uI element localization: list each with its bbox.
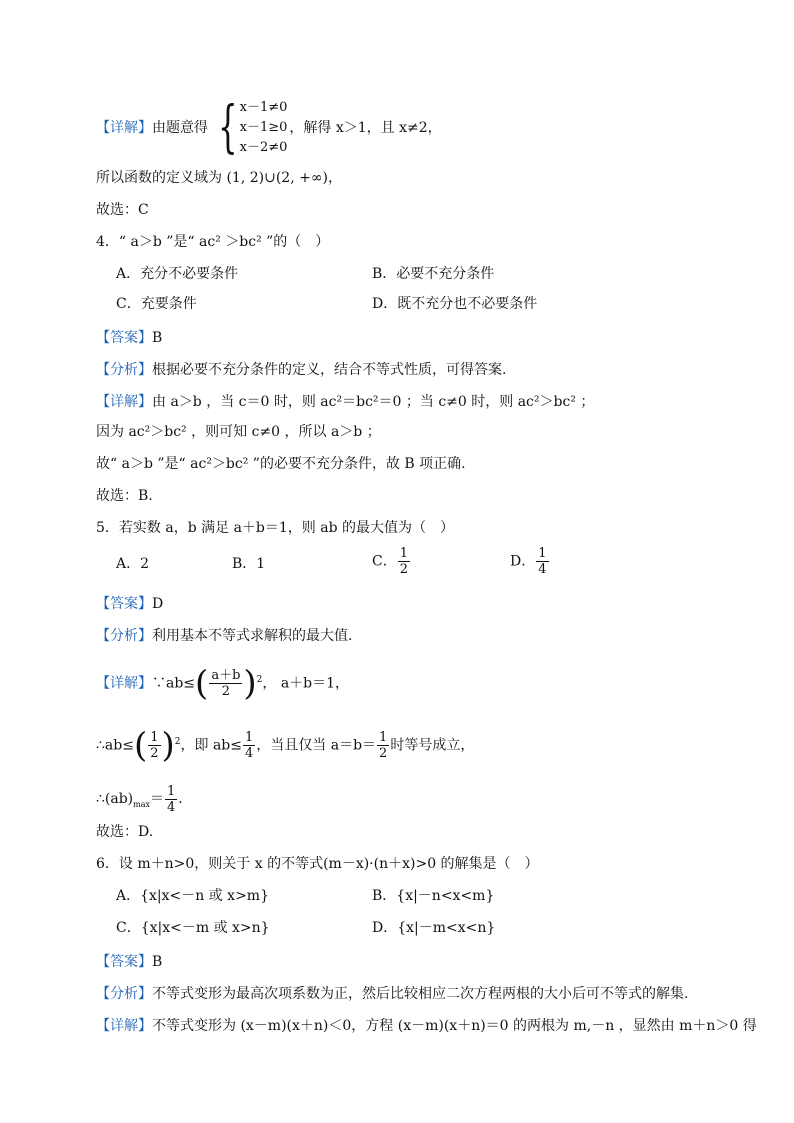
q5-detail-2-mid2: ，当且仅当 a＝b＝ xyxy=(256,737,377,754)
fraction-denominator: 2 xyxy=(379,746,388,762)
q5-option-c-fraction xyxy=(398,546,410,577)
q5-option-b: B．1 xyxy=(232,556,266,572)
q5-option-d-label: D． xyxy=(510,553,536,570)
q5-option-d-fraction xyxy=(536,546,548,577)
q6-option-c: C．{x|x<－m 或 x>n} xyxy=(116,920,270,936)
q5-detail-2 xyxy=(96,722,474,766)
fraction-numerator: 1 xyxy=(167,783,176,799)
q4-detail-2: 因为 ac²＞bc² ，则可知 c≠0 ，所以 a＞b ； xyxy=(96,424,381,440)
detail-tag: 【详解】 xyxy=(96,394,152,410)
q4-option-c: C．充要条件 xyxy=(116,296,197,312)
system-row-3: x－2≠0 xyxy=(239,140,288,155)
fraction-numerator: 1 xyxy=(379,730,388,746)
left-paren-icon: ( xyxy=(195,663,209,704)
q4-analysis-text: 根据必要不充分条件的定义，结合不等式性质，可得答案. xyxy=(152,362,507,378)
q4-detail-1-text: 由 a＞b ，当 c＝0 时，则 ac²＝bc²＝0 ；当 c≠0 时，则 ac²＞bc² ； xyxy=(152,394,595,410)
detail-tag: 【详解】 xyxy=(96,1018,152,1034)
fraction-denominator: 4 xyxy=(167,799,176,815)
q5-analysis xyxy=(96,626,352,646)
detail-line-system xyxy=(96,95,442,160)
q6-option-a: A．{x|x<－n 或 x>m} xyxy=(116,888,269,904)
fraction-denominator: 2 xyxy=(221,684,230,700)
square-exponent: 2 xyxy=(174,737,181,747)
left-brace-icon: { xyxy=(218,95,238,160)
q5-option-c xyxy=(372,546,411,577)
system-row-2: x－1≥0 xyxy=(239,120,288,135)
fraction-numerator: 1 xyxy=(245,730,254,746)
q4-option-b: B．必要不充分条件 xyxy=(372,266,495,282)
q5-detail-2-tail: 时等号成立， xyxy=(390,737,475,754)
q5-detail-1-fraction xyxy=(209,668,242,699)
right-paren-icon: ) xyxy=(243,663,257,704)
q4-analysis xyxy=(96,360,506,380)
q5-option-c-label: C． xyxy=(372,553,397,570)
q6-analysis xyxy=(96,984,688,1004)
fraction-denominator: 2 xyxy=(150,746,159,762)
q4-answer-value: B xyxy=(152,330,163,346)
q4-option-a: A．充分不必要条件 xyxy=(116,266,239,282)
q6-answer-value: B xyxy=(152,954,163,970)
fraction-numerator: 1 xyxy=(150,730,159,746)
q5-detail-1-post: ， a＋b＝1， xyxy=(262,675,350,692)
q5-detail-2-fraction-3 xyxy=(377,730,389,761)
fraction-denominator: 4 xyxy=(538,562,547,577)
q5-option-d xyxy=(510,546,550,577)
analysis-tag: 【分析】 xyxy=(96,362,152,378)
q5-detail-2-fraction-2 xyxy=(243,730,255,761)
system-row-1: x－1≠0 xyxy=(239,100,288,115)
detail-tag: 【详解】 xyxy=(96,675,152,692)
q6-stem: 6．设 m＋n>0，则关于 x 的不等式(m－x)·(n＋x)>0 的解集是（ ） xyxy=(96,856,539,872)
q5-detail-2-mid: ，即 ab≤ xyxy=(180,737,242,754)
left-paren-icon: ( xyxy=(133,725,148,766)
q4-final: 故选：B. xyxy=(96,488,153,504)
q5-answer xyxy=(96,594,163,614)
q5-analysis-text: 利用基本不等式求解积的最大值. xyxy=(152,628,353,644)
detail-tail: ，解得 x＞1，且 x≠2， xyxy=(289,120,442,136)
fraction-numerator: 1 xyxy=(399,546,408,561)
q5-detail-2-pre: ∴ab≤ xyxy=(96,737,134,754)
q4-answer xyxy=(96,328,162,348)
fraction-numerator: 1 xyxy=(538,546,547,561)
q5-answer-value: D xyxy=(152,596,164,612)
analysis-tag: 【分析】 xyxy=(96,986,152,1002)
q5-final: 故选：D. xyxy=(96,824,154,840)
q6-detail xyxy=(96,1016,757,1036)
analysis-tag: 【分析】 xyxy=(96,628,152,644)
q6-answer xyxy=(96,952,162,972)
q5-option-a: A．2 xyxy=(116,556,150,572)
q5-detail-1-pre: ∵ab≤ xyxy=(152,675,196,692)
q5-detail-1 xyxy=(96,660,349,704)
q4-detail-1 xyxy=(96,392,594,412)
max-subscript: max xyxy=(133,799,151,809)
detail-lead: 由题意得 xyxy=(152,120,208,136)
q4-option-d: D．既不充分也不必要条件 xyxy=(372,296,538,312)
q5-detail-3-eq: ＝ xyxy=(150,791,165,807)
answer-tag: 【答案】 xyxy=(96,330,152,346)
domain-line: 所以函数的定义域为 (1, 2)∪(2, +∞)， xyxy=(96,170,342,186)
q6-option-d: D．{x|－m<x<n} xyxy=(372,920,496,936)
q6-option-b: B．{x|－n<x<m} xyxy=(372,888,495,904)
q6-analysis-text: 不等式变形为最高次项系数为正，然后比较相应二次方程两根的大小后可不等式的解集. xyxy=(152,986,689,1002)
q5-detail-3 xyxy=(96,782,183,822)
fraction-denominator: 4 xyxy=(245,746,254,762)
fraction-denominator: 2 xyxy=(399,562,408,577)
right-paren-icon: ) xyxy=(161,725,175,766)
q5-detail-3-tail: . xyxy=(178,791,183,807)
q6-detail-text: 不等式变形为 (x－m)(x＋n)＜0，方程 (x－m)(x＋n)＝0 的两根为 m,－n ，显然由 m＋n＞0 得 xyxy=(152,1018,757,1034)
q5-detail-2-fraction-1 xyxy=(148,730,160,761)
square-exponent: 2 xyxy=(256,675,263,685)
fraction-numerator: a＋b xyxy=(211,668,241,684)
answer-tag: 【答案】 xyxy=(96,954,152,970)
q5-stem: 5．若实数 a，b 满足 a＋b＝1，则 ab 的最大值为（ ） xyxy=(96,520,454,536)
answer-tag: 【答案】 xyxy=(96,596,152,612)
q5-detail-3-pre: ∴(ab) xyxy=(96,791,134,807)
inequality-system xyxy=(210,95,288,160)
q4-detail-3: 故“ a＞b ”是“ ac²＞bc² ”的必要不充分条件，故 B 项正确. xyxy=(96,456,466,472)
q4-stem: 4．“ a＞b ”是“ ac² ＞bc² ”的（ ） xyxy=(96,234,330,250)
detail-tag: 【详解】 xyxy=(96,120,152,136)
choice-line-c: 故选：C xyxy=(96,202,149,218)
q5-detail-3-fraction xyxy=(165,784,177,815)
